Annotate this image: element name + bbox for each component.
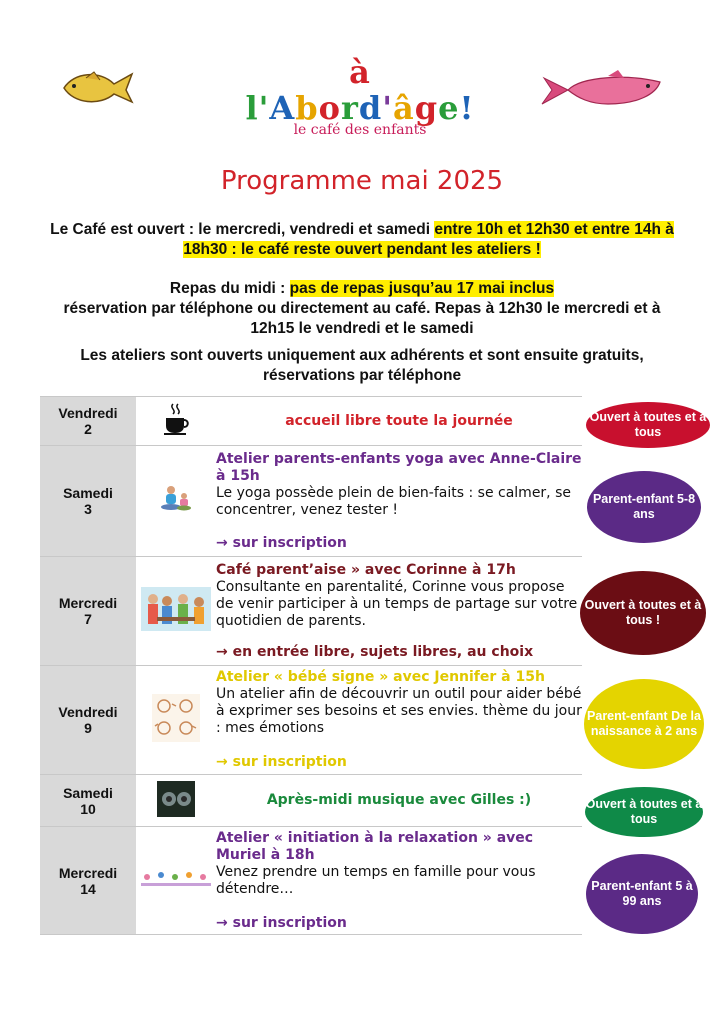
event-description <box>216 557 582 666</box>
cafe-logo <box>240 54 480 138</box>
baby-signs-icon <box>136 666 216 775</box>
event-title: Atelier « initiation à la relaxation » avec Muriel à 18h <box>216 829 534 863</box>
event-text: Après-midi musique avec Gilles :) <box>266 792 532 808</box>
lunch-highlight: pas de repas jusqu’au 17 mai inclus <box>289 280 555 297</box>
event-description <box>216 827 582 935</box>
event-row <box>40 827 582 935</box>
audience-badge: Parent-enfant 5-8 ans <box>587 471 701 543</box>
event-date: Vendredi 2 <box>40 397 136 446</box>
audience-badge: Ouvert à toutes et à tous <box>586 402 710 448</box>
event-row <box>40 397 582 446</box>
yellow-fish-icon <box>60 68 134 108</box>
opening-hours-paragraph <box>40 220 684 260</box>
logo-subtitle: le café des enfants <box>293 122 427 138</box>
event-title: Atelier « bébé signe » avec Jennifer à 15h <box>216 669 545 685</box>
lunch-label: Repas du midi : <box>169 280 290 297</box>
members-paragraph: Les ateliers sont ouverts uniquement aux adhérents et sont ensuite gratuits, réservations par téléphone <box>80 347 644 384</box>
event-description <box>216 397 582 446</box>
event-row <box>40 446 582 557</box>
event-body: Venez prendre un temps en famille pour vous détendre… <box>216 863 536 897</box>
event-date: Vendredi 9 <box>40 666 136 775</box>
event-date: Samedi 3 <box>40 446 136 557</box>
opening-hours-highlight: entre 10h et 12h30 et entre 14h à 18h30 : le café reste ouvert pendant les ateliers ! <box>183 221 674 258</box>
family-group-icon <box>136 557 216 666</box>
registration-note: → sur inscription <box>216 754 347 770</box>
event-title: Atelier parents-enfants yoga avec Anne-Claire à 15h <box>216 450 582 484</box>
program-table <box>40 396 582 935</box>
event-row <box>40 775 582 827</box>
lunch-paragraph <box>40 279 684 339</box>
event-date: Samedi 10 <box>40 775 136 827</box>
event-row <box>40 557 582 666</box>
audience-badge: Ouvert à toutes et à tous <box>585 787 703 837</box>
registration-note: → sur inscription <box>216 914 347 931</box>
event-body: Un atelier afin de découvrir un outil pour aider bébé à exprimer ses besoins et ses envies. thème du jour : mes émotions <box>216 686 582 736</box>
event-title: Café parent’aise » avec Corinne à 17h <box>216 561 516 578</box>
logo-main-text: à l'Abord'âge! <box>245 53 475 127</box>
event-date: Mercredi 7 <box>40 557 136 666</box>
opening-hours-text: Le Café est ouvert : le mercredi, vendredi et samedi <box>50 221 435 238</box>
event-description <box>216 446 582 557</box>
header <box>0 50 724 138</box>
event-description <box>216 666 582 775</box>
page-title: Programme mai 2025 <box>220 166 504 196</box>
event-text: accueil libre toute la journée <box>285 412 513 429</box>
coffee-cup-icon <box>136 397 216 446</box>
event-row <box>40 666 582 775</box>
registration-note: → en entrée libre, sujets libres, au choix <box>216 643 534 660</box>
audience-badge: Parent-enfant 5 à 99 ans <box>586 854 698 934</box>
event-body: Le yoga possède plein de bien-faits : se calmer, se concentrer, venez tester ! <box>216 484 571 518</box>
music-speaker-icon <box>136 775 216 827</box>
event-date: Mercredi 14 <box>40 827 136 935</box>
audience-badge: Parent-enfant De la naissance à 2 ans <box>584 679 704 769</box>
pink-fish-icon <box>538 68 664 112</box>
event-description <box>216 775 582 827</box>
registration-note: → sur inscription <box>216 534 347 551</box>
event-body: Consultante en parentalité, Corinne vous propose de venir participer à un temps de partage sur votre quotidien de parents. <box>216 578 578 629</box>
audience-badge: Ouvert à toutes et à tous ! <box>580 571 706 655</box>
yoga-family-icon <box>136 446 216 557</box>
lunch-details: réservation par téléphone ou directement au café. Repas à 12h30 le mercredi et à 12h15 le vendredi et le samedi <box>63 300 661 337</box>
relaxation-kids-icon <box>136 827 216 935</box>
